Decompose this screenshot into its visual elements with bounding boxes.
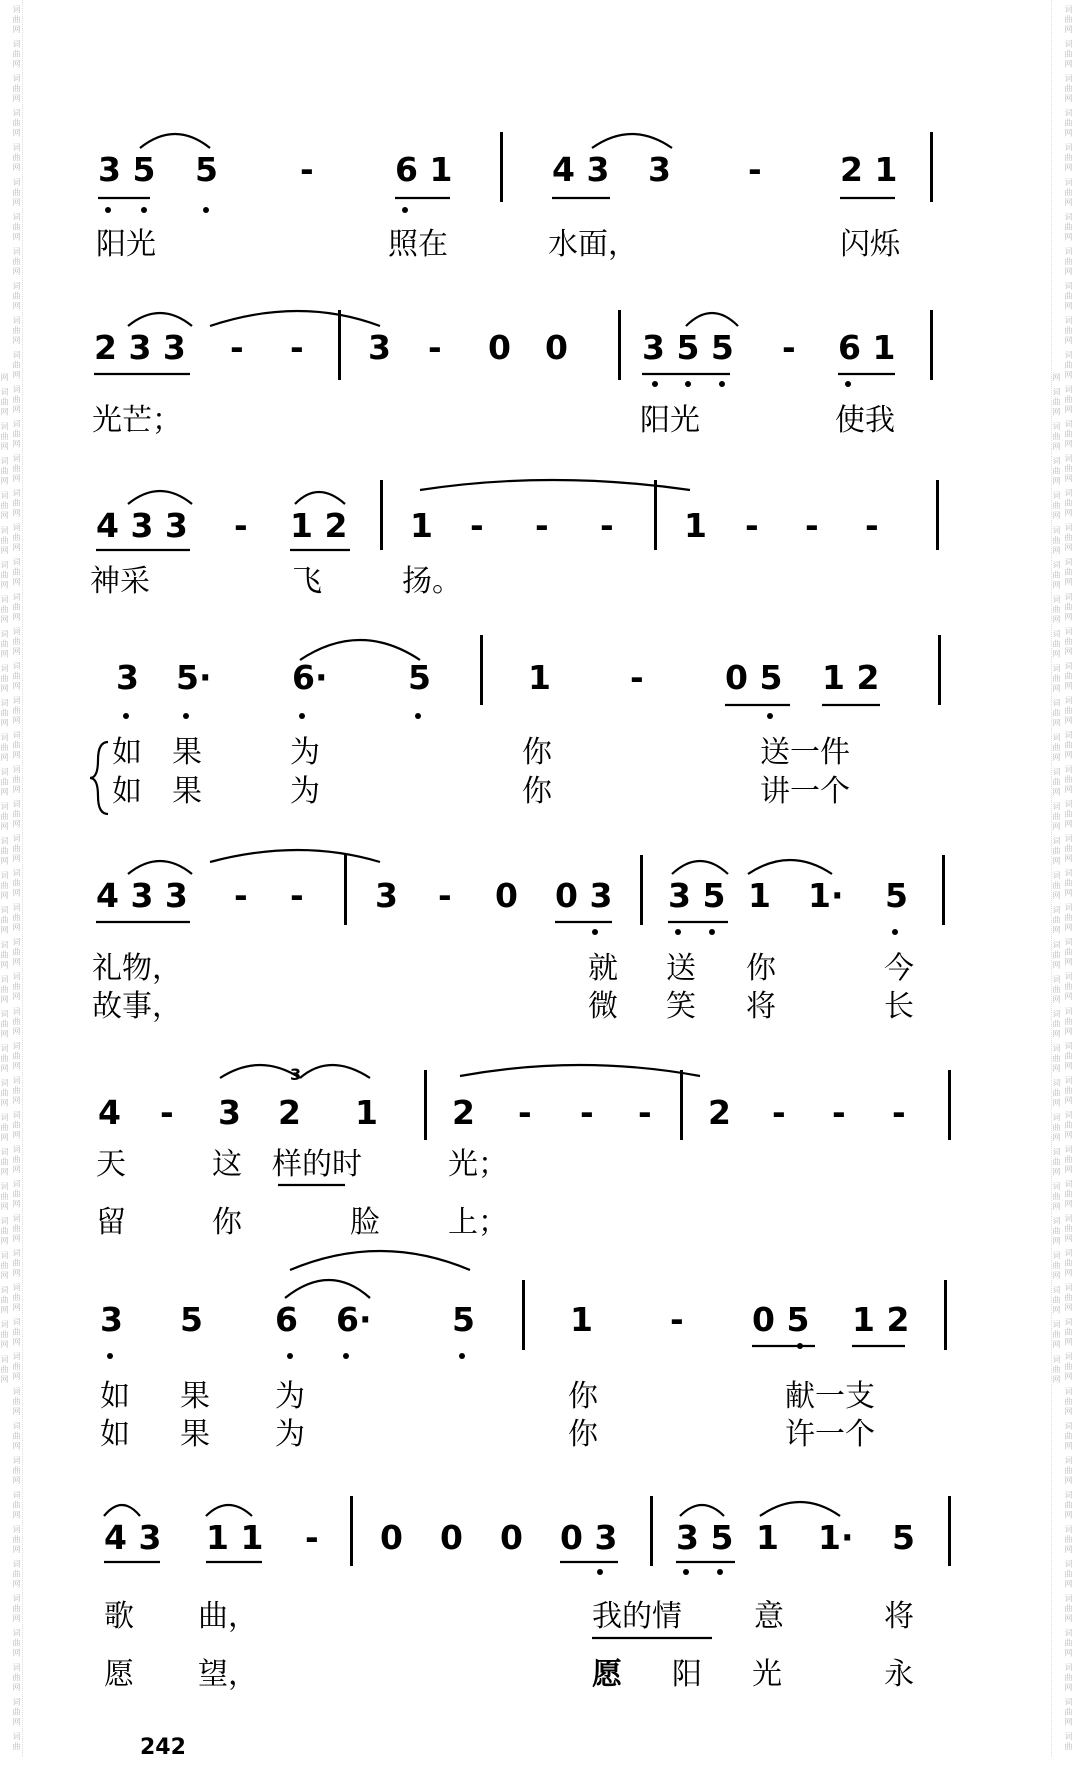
note: 4 3 3 xyxy=(96,876,188,915)
triplet-mark: 3 xyxy=(290,1065,302,1084)
lyric: 飞 xyxy=(292,564,322,599)
note: - xyxy=(300,150,314,189)
note: 6· xyxy=(336,1300,372,1339)
note: 3 xyxy=(648,150,671,189)
note: 2 xyxy=(278,1093,301,1132)
note: 2 xyxy=(452,1093,475,1132)
note: - xyxy=(865,506,879,545)
lyric: 水面， xyxy=(548,227,638,262)
note: 6 xyxy=(275,1300,298,1339)
note: 6 1 xyxy=(838,328,896,367)
note: 1 xyxy=(528,658,551,697)
lyric: 上； xyxy=(448,1205,508,1240)
note: - xyxy=(892,1093,906,1132)
lyric: 长 xyxy=(884,989,914,1024)
note: 1 2 xyxy=(822,658,880,697)
note: 5 xyxy=(892,1518,915,1557)
lyric: 你 xyxy=(568,1417,598,1452)
lyric: 歌 xyxy=(104,1599,134,1634)
lyric: 如 xyxy=(100,1379,130,1414)
note: 0 xyxy=(488,328,511,367)
lyric: 望， xyxy=(198,1657,258,1692)
note: 0 xyxy=(545,328,568,367)
lyric: 样的时 xyxy=(272,1147,362,1182)
note: 4 xyxy=(98,1093,121,1132)
lyric: 讲一个 xyxy=(760,774,850,809)
lyric: 今 xyxy=(884,951,914,986)
lyric: 光芒； xyxy=(92,403,182,438)
lyric: 许一个 xyxy=(785,1417,875,1452)
note: 3 5 xyxy=(98,150,156,189)
lyric: 光； xyxy=(448,1147,508,1182)
note: 0 3 xyxy=(560,1518,618,1557)
lyric: 扬。 xyxy=(402,564,462,599)
note: 1 xyxy=(570,1300,593,1339)
note: - xyxy=(290,876,304,915)
note: 1 xyxy=(748,876,771,915)
note: 1· xyxy=(818,1518,854,1557)
note: 3 xyxy=(116,658,139,697)
note: 5 xyxy=(195,150,218,189)
note: 3 xyxy=(375,876,398,915)
note: - xyxy=(290,328,304,367)
note: - xyxy=(428,328,442,367)
note: 5 xyxy=(452,1300,475,1339)
lyric: 你 xyxy=(522,774,552,809)
lyric: 微 xyxy=(588,989,618,1024)
lyric: 果 xyxy=(172,774,202,809)
note: - xyxy=(438,876,452,915)
note: 2 1 xyxy=(840,150,898,189)
lyric: 为 xyxy=(275,1379,305,1414)
lyric: 曲， xyxy=(198,1599,258,1634)
lyric: 果 xyxy=(180,1417,210,1452)
note: 4 3 3 xyxy=(96,506,188,545)
lyric: 使我 xyxy=(835,403,895,438)
note: 1 xyxy=(756,1518,779,1557)
note: - xyxy=(745,506,759,545)
lyric: 永 xyxy=(884,1657,914,1692)
note: - xyxy=(580,1093,594,1132)
lyric: 就 xyxy=(588,951,618,986)
note: - xyxy=(782,328,796,367)
note: - xyxy=(535,506,549,545)
lyric: 神采 xyxy=(90,564,150,599)
lyric: 光 xyxy=(752,1657,782,1692)
note: 1 xyxy=(684,506,707,545)
lyric: 礼物， xyxy=(92,951,182,986)
note: - xyxy=(160,1093,174,1132)
note: 0 xyxy=(440,1518,463,1557)
page-number: 242 xyxy=(140,1735,186,1760)
lyric: 留 xyxy=(96,1205,126,1240)
note: - xyxy=(234,506,248,545)
note: 1 xyxy=(410,506,433,545)
note: - xyxy=(638,1093,652,1132)
note: 5 xyxy=(408,658,431,697)
lyric: 你 xyxy=(568,1379,598,1414)
lyric: 照在 xyxy=(388,227,448,262)
watermark-right: 词曲网 词曲网 词曲网 词曲网 词曲网 词曲网 词曲网 词曲网 词曲网 词曲网 词曲网 词曲网 词曲网 词曲网 词曲网 词曲网 词曲网 词曲网 词曲网 词曲网 词曲网 词曲网 词曲网 词曲网 词曲网 词曲网 词曲网 词曲网 词曲网 词曲网 词曲网 词曲网 词曲网 词曲网 词曲网 词曲网 词曲网 词曲网 词曲网 词曲网 词曲网 词曲网 词曲网 词曲网 词曲网 词曲网 词曲网 词曲网 词曲网 词曲网 词曲网 词曲网 词曲网 词曲网 词曲网 词曲网 词曲网 词曲网 词曲网 词曲网 词曲网 词曲网 词曲网 词曲网 词曲网 词曲网 词曲网 词曲网 词曲网 词曲网 词曲网 词曲网 词曲网 词曲网 词曲网 词曲网 词曲网 词曲网 词曲网 词曲网 xyxy=(1051,0,1074,1757)
note: 5 xyxy=(180,1300,203,1339)
note: 3 5 xyxy=(676,1518,734,1557)
note: 5 xyxy=(885,876,908,915)
lyric: 意 xyxy=(754,1599,784,1634)
note: - xyxy=(305,1518,319,1557)
lyric: 故事， xyxy=(92,989,182,1024)
note: 6· xyxy=(292,658,328,697)
lyric: 你 xyxy=(746,951,776,986)
note: - xyxy=(234,876,248,915)
note: 1· xyxy=(808,876,844,915)
lyric: 脸 xyxy=(350,1205,380,1240)
note: 6 1 xyxy=(395,150,453,189)
note: - xyxy=(630,658,644,697)
lyric: 为 xyxy=(290,735,320,770)
lyric: 闪烁 xyxy=(840,227,900,262)
watermark-left: 词曲网 词曲网 词曲网 词曲网 词曲网 词曲网 词曲网 词曲网 词曲网 词曲网 词曲网 词曲网 词曲网 词曲网 词曲网 词曲网 词曲网 词曲网 词曲网 词曲网 词曲网 词曲网 词曲网 词曲网 词曲网 词曲网 词曲网 词曲网 词曲网 词曲网 词曲网 词曲网 词曲网 词曲网 词曲网 词曲网 词曲网 词曲网 词曲网 词曲网 词曲网 词曲网 词曲网 词曲网 词曲网 词曲网 词曲网 词曲网 词曲网 词曲网 词曲网 词曲网 词曲网 词曲网 词曲网 词曲网 词曲网 词曲网 词曲网 词曲网 词曲网 词曲网 词曲网 词曲网 词曲网 词曲网 词曲网 词曲网 词曲网 词曲网 词曲网 词曲网 词曲网 词曲网 词曲网 词曲网 词曲网 词曲网 词曲网 词曲网 xyxy=(0,0,23,1757)
lyric: 你 xyxy=(522,735,552,770)
lyric: 阳光 xyxy=(640,403,700,438)
lyric: 如 xyxy=(100,1417,130,1452)
lyric: 将 xyxy=(884,1599,914,1634)
lyric: 如 xyxy=(112,774,142,809)
note: 0 3 xyxy=(555,876,613,915)
lyric: 天 xyxy=(96,1147,126,1182)
note: 1 xyxy=(355,1093,378,1132)
note: 2 xyxy=(708,1093,731,1132)
lyric: 笑 xyxy=(666,989,696,1024)
lyric: 将 xyxy=(746,989,776,1024)
note: 0 5 xyxy=(725,658,783,697)
lyric: 为 xyxy=(290,774,320,809)
note: - xyxy=(748,150,762,189)
lyric: 阳 xyxy=(672,1657,702,1692)
lyric: 愿 xyxy=(592,1657,622,1692)
lyric: 为 xyxy=(275,1417,305,1452)
note: - xyxy=(230,328,244,367)
note: 2 3 3 xyxy=(94,328,186,367)
lyric: 献一支 xyxy=(785,1379,875,1414)
lyric: 这 xyxy=(212,1147,242,1182)
note: - xyxy=(805,506,819,545)
note: 3 xyxy=(368,328,391,367)
note: 0 xyxy=(380,1518,403,1557)
lyric: 送 xyxy=(666,951,696,986)
note: - xyxy=(670,1300,684,1339)
note: 1 1 xyxy=(206,1518,264,1557)
lyric: 我的情 xyxy=(592,1599,682,1634)
note: 3 xyxy=(100,1300,123,1339)
note: - xyxy=(832,1093,846,1132)
note: 3 xyxy=(218,1093,241,1132)
note: 1 2 xyxy=(290,506,348,545)
note: 1 2 xyxy=(852,1300,910,1339)
lyric: 果 xyxy=(172,735,202,770)
lyric: 愿 xyxy=(104,1657,134,1692)
note: 3 5 xyxy=(668,876,726,915)
lyric: 阳光 xyxy=(96,227,156,262)
note: 4 3 xyxy=(104,1518,162,1557)
lyric: 果 xyxy=(180,1379,210,1414)
note: - xyxy=(470,506,484,545)
lyric: 送一件 xyxy=(760,735,850,770)
note: - xyxy=(518,1093,532,1132)
note: - xyxy=(600,506,614,545)
note: 5· xyxy=(176,658,212,697)
lyric: 如 xyxy=(112,735,142,770)
note: 0 5 xyxy=(752,1300,810,1339)
note: 0 xyxy=(500,1518,523,1557)
note: - xyxy=(772,1093,786,1132)
lyric: 你 xyxy=(212,1205,242,1240)
note: 4 3 xyxy=(552,150,610,189)
note: 0 xyxy=(495,876,518,915)
note: 3 5 5 xyxy=(642,328,734,367)
